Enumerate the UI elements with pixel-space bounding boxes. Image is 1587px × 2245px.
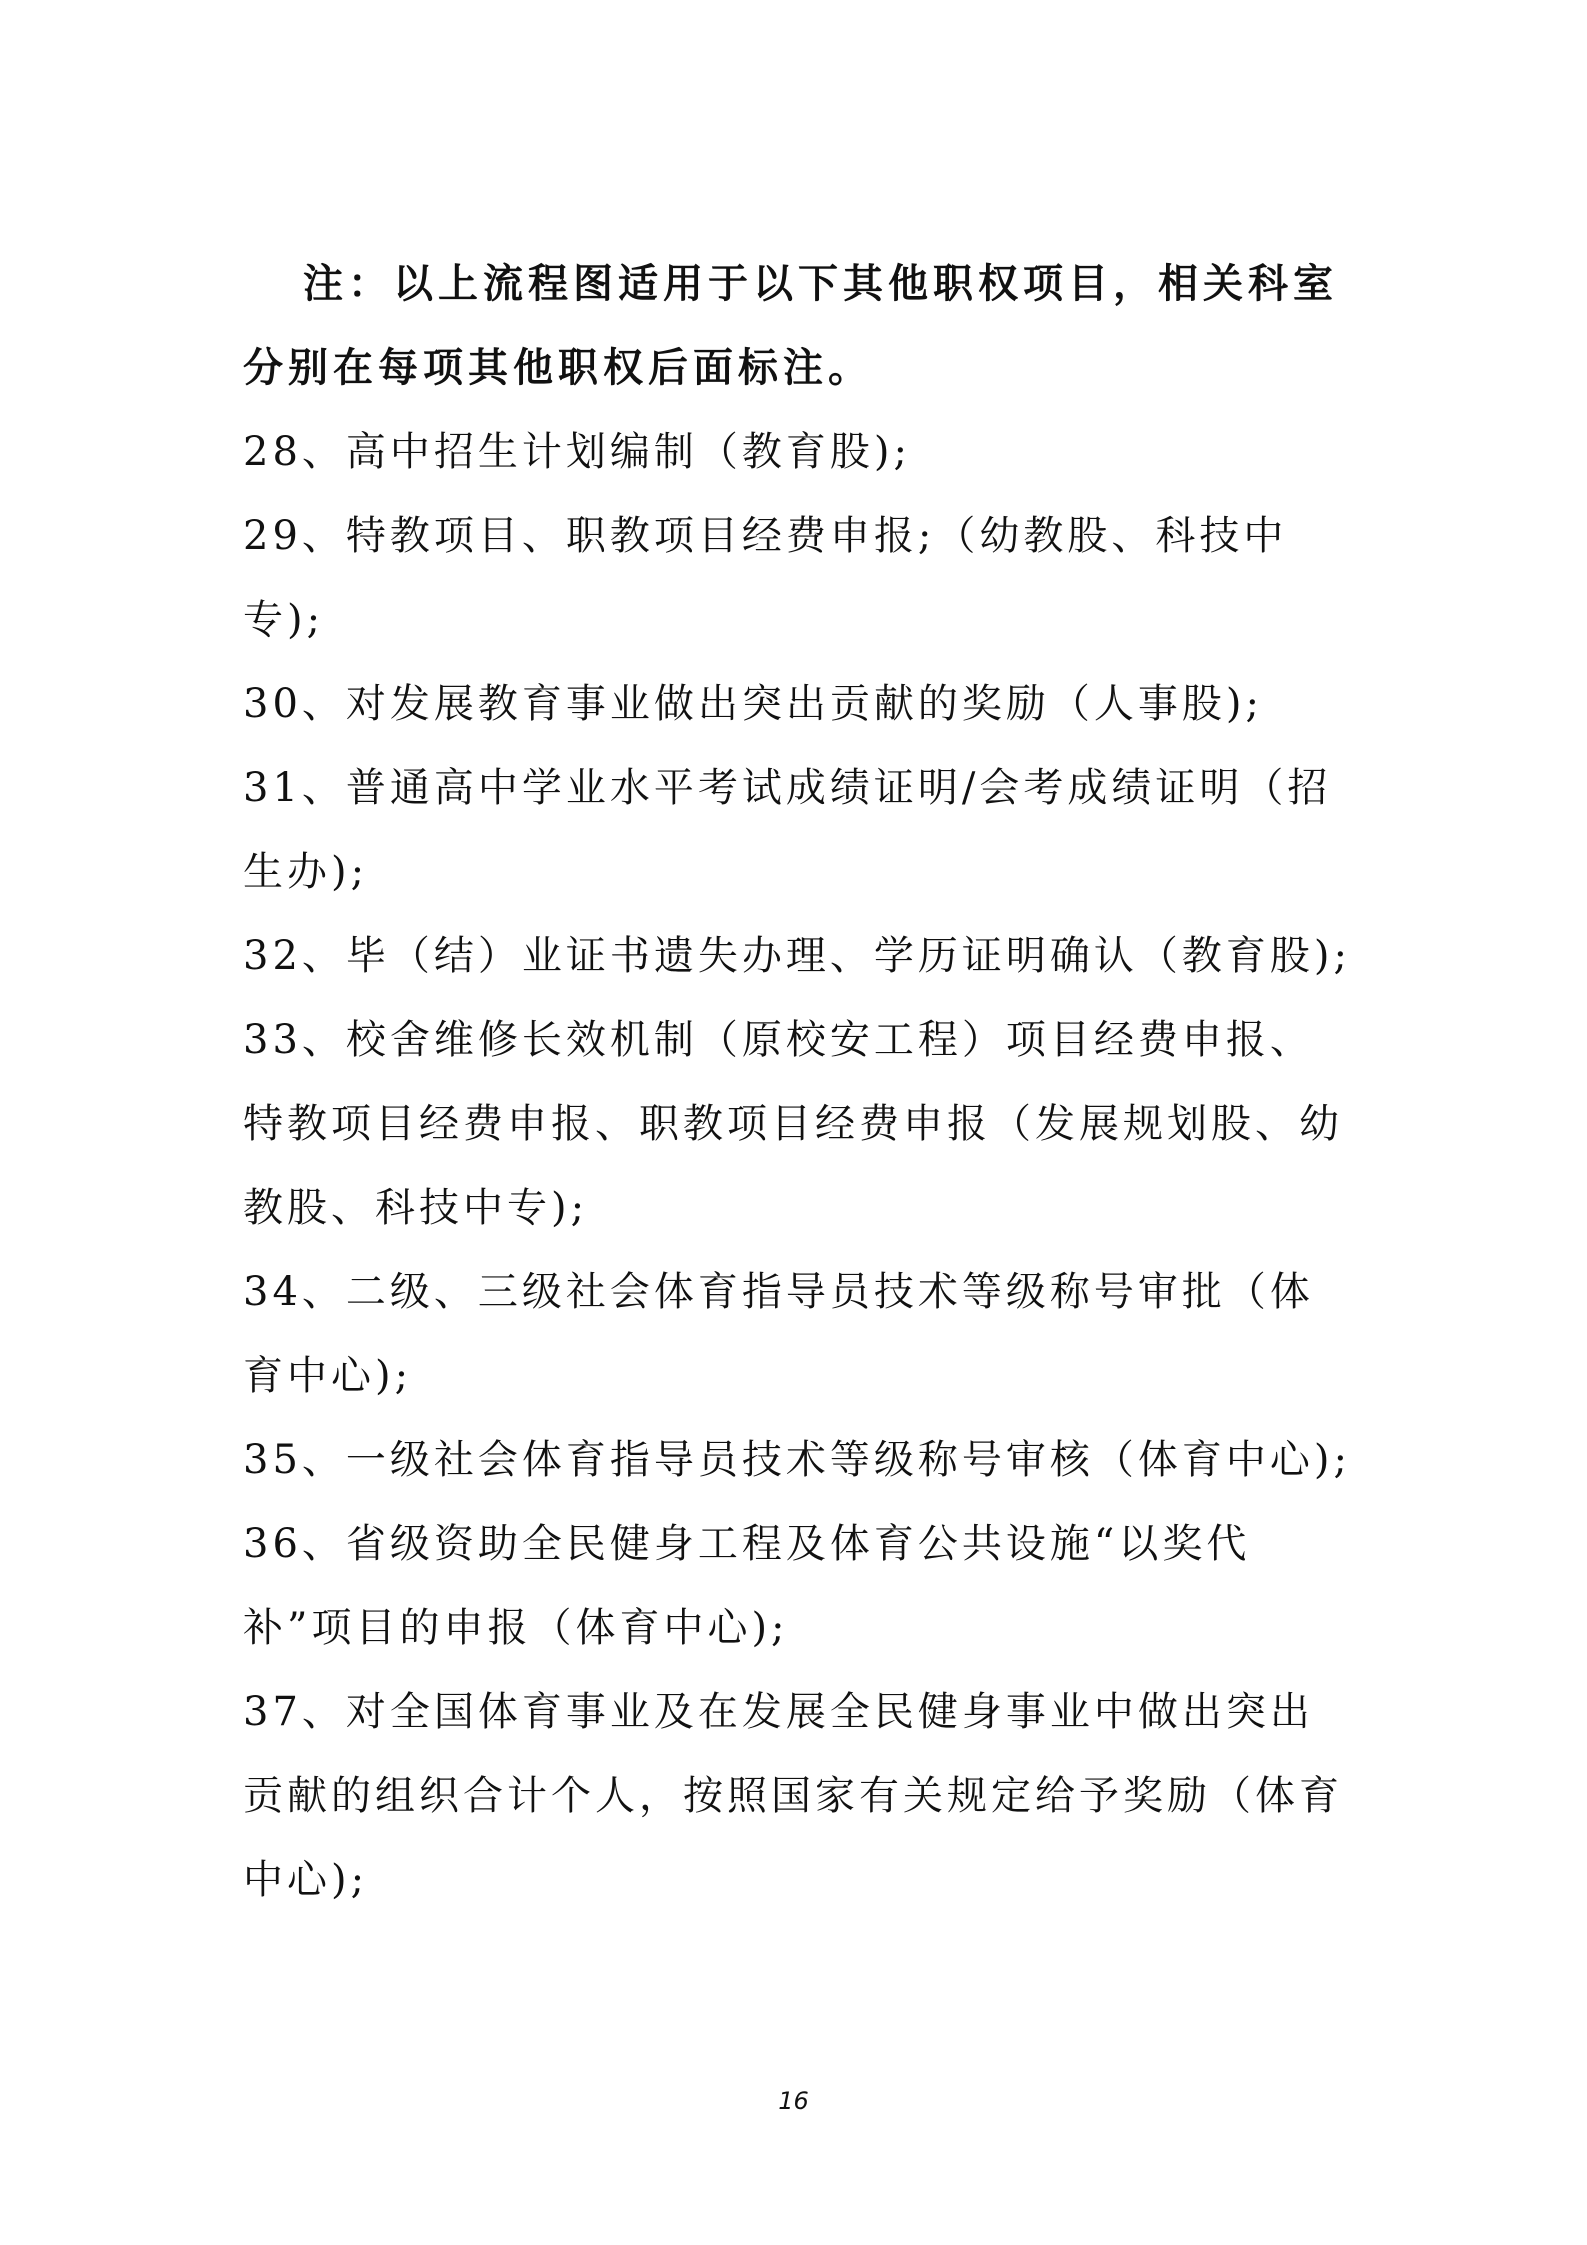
list-item: 37、对全国体育事业及在发展全民健身事业中做出突出贡献的组织合计个人，按照国家有关规定给予奖励（体育中心); [243,1689,1343,1903]
list-item: 30、对发展教育事业做出突出贡献的奖励（人事股); [243,681,1263,727]
list-item: 29、特教项目、职教项目经费申报;（幼教股、科技中专); [243,513,1288,643]
list-item: 31、普通高中学业水平考试成绩证明/会考成绩证明（招生办); [243,765,1332,895]
note-paragraph: 注：以上流程图适用于以下其他职权项目，相关科室分别在每项其他职权后面标注。 [243,260,1338,391]
list-item: 32、毕（结）业证书遗失办理、学历证明确认（教育股); [243,933,1351,979]
list-item: 36、省级资助全民健身工程及体育公共设施“以奖代补”项目的申报（体育中心); [243,1521,1251,1651]
page-number: 16 [778,2087,809,2115]
item-list [243,410,1353,1922]
list-item: 35、一级社会体育指导员技术等级称号审核（体育中心); [243,1437,1351,1483]
list-item: 33、校舍维修长效机制（原校安工程）项目经费申报、特教项目经费申报、职教项目经费申报（发展规划股、幼教股、科技中专); [243,1017,1343,1231]
list-item: 34、二级、三级社会体育指导员技术等级称号审批（体育中心); [243,1269,1314,1399]
page-content [243,242,1353,1922]
list-item: 28、高中招生计划编制（教育股); [243,429,911,475]
